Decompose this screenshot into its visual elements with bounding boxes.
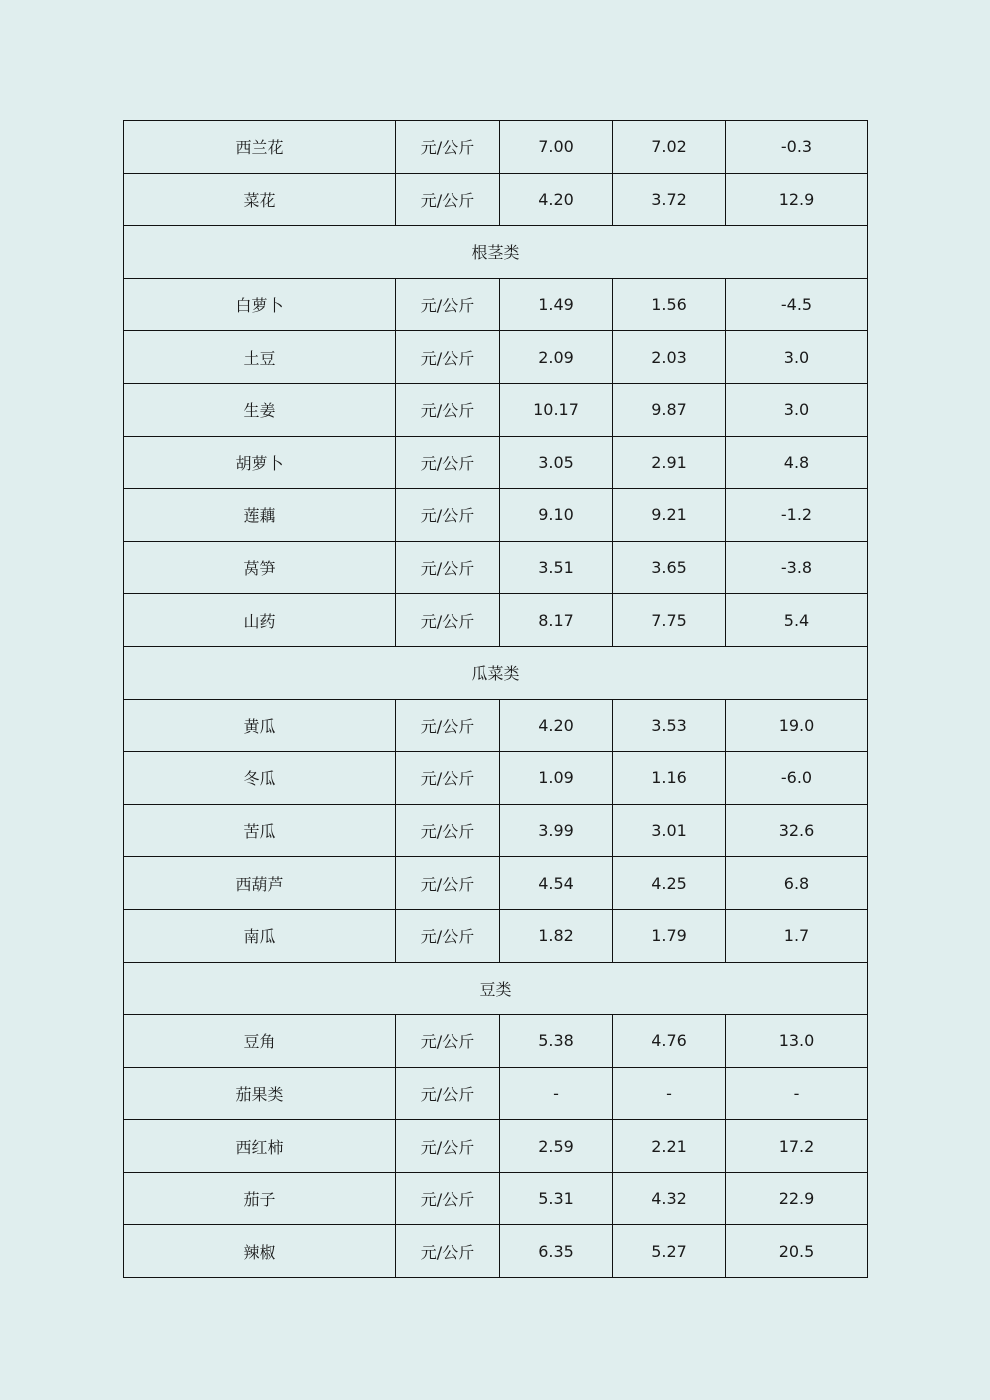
unit-cell: 元/公斤 — [396, 909, 500, 962]
previous-price-cell: 7.02 — [613, 121, 726, 174]
unit-cell: 元/公斤 — [396, 1120, 500, 1173]
previous-price-cell: 2.03 — [613, 331, 726, 384]
table-row — [124, 436, 868, 489]
change-percent-cell: 32.6 — [726, 804, 868, 857]
change-percent-cell: 20.5 — [726, 1225, 868, 1278]
current-price-cell: 4.54 — [500, 857, 613, 910]
item-name-cell: 苦瓜 — [124, 804, 396, 857]
table-row — [124, 541, 868, 594]
change-percent-cell: -0.3 — [726, 121, 868, 174]
unit-cell: 元/公斤 — [396, 121, 500, 174]
table-row — [124, 173, 868, 226]
item-name-cell: 山药 — [124, 594, 396, 647]
table-row — [124, 1120, 868, 1173]
previous-price-cell: 7.75 — [613, 594, 726, 647]
current-price-cell: 10.17 — [500, 383, 613, 436]
unit-cell: 元/公斤 — [396, 1067, 500, 1120]
category-label: 豆类 — [124, 962, 868, 1015]
previous-price-cell: 9.21 — [613, 489, 726, 542]
category-label: 瓜菜类 — [124, 646, 868, 699]
previous-price-cell: - — [613, 1067, 726, 1120]
item-name-cell: 莲藕 — [124, 489, 396, 542]
current-price-cell: 2.59 — [500, 1120, 613, 1173]
previous-price-cell: 3.72 — [613, 173, 726, 226]
category-row — [124, 646, 868, 699]
item-name-cell: 南瓜 — [124, 909, 396, 962]
current-price-cell: 1.09 — [500, 752, 613, 805]
current-price-cell: 4.20 — [500, 173, 613, 226]
table-row — [124, 489, 868, 542]
unit-cell: 元/公斤 — [396, 699, 500, 752]
unit-cell: 元/公斤 — [396, 278, 500, 331]
current-price-cell: 6.35 — [500, 1225, 613, 1278]
table-row — [124, 1225, 868, 1278]
table-row — [124, 278, 868, 331]
change-percent-cell: 22.9 — [726, 1172, 868, 1225]
table-row — [124, 752, 868, 805]
change-percent-cell: 1.7 — [726, 909, 868, 962]
change-percent-cell: -3.8 — [726, 541, 868, 594]
change-percent-cell: 13.0 — [726, 1015, 868, 1068]
unit-cell: 元/公斤 — [396, 804, 500, 857]
unit-cell: 元/公斤 — [396, 857, 500, 910]
table-row — [124, 121, 868, 174]
price-table — [123, 120, 868, 1278]
previous-price-cell: 1.16 — [613, 752, 726, 805]
table-row — [124, 804, 868, 857]
current-price-cell: 9.10 — [500, 489, 613, 542]
item-name-cell: 胡萝卜 — [124, 436, 396, 489]
current-price-cell: 3.05 — [500, 436, 613, 489]
item-name-cell: 莴笋 — [124, 541, 396, 594]
unit-cell: 元/公斤 — [396, 383, 500, 436]
item-name-cell: 生姜 — [124, 383, 396, 436]
change-percent-cell: 5.4 — [726, 594, 868, 647]
change-percent-cell: - — [726, 1067, 868, 1120]
previous-price-cell: 2.91 — [613, 436, 726, 489]
item-name-cell: 西红柿 — [124, 1120, 396, 1173]
current-price-cell: 1.49 — [500, 278, 613, 331]
previous-price-cell: 9.87 — [613, 383, 726, 436]
table-row — [124, 331, 868, 384]
change-percent-cell: -4.5 — [726, 278, 868, 331]
unit-cell: 元/公斤 — [396, 1225, 500, 1278]
item-name-cell: 茄子 — [124, 1172, 396, 1225]
previous-price-cell: 1.79 — [613, 909, 726, 962]
previous-price-cell: 4.25 — [613, 857, 726, 910]
category-row — [124, 226, 868, 279]
unit-cell: 元/公斤 — [396, 541, 500, 594]
previous-price-cell: 3.65 — [613, 541, 726, 594]
item-name-cell: 西兰花 — [124, 121, 396, 174]
unit-cell: 元/公斤 — [396, 173, 500, 226]
unit-cell: 元/公斤 — [396, 594, 500, 647]
current-price-cell: 2.09 — [500, 331, 613, 384]
unit-cell: 元/公斤 — [396, 436, 500, 489]
current-price-cell: 3.99 — [500, 804, 613, 857]
previous-price-cell: 4.76 — [613, 1015, 726, 1068]
table-row — [124, 909, 868, 962]
unit-cell: 元/公斤 — [396, 1015, 500, 1068]
change-percent-cell: 6.8 — [726, 857, 868, 910]
item-name-cell: 白萝卜 — [124, 278, 396, 331]
unit-cell: 元/公斤 — [396, 1172, 500, 1225]
change-percent-cell: -1.2 — [726, 489, 868, 542]
table-row — [124, 594, 868, 647]
change-percent-cell: 19.0 — [726, 699, 868, 752]
category-label: 根茎类 — [124, 226, 868, 279]
change-percent-cell: 12.9 — [726, 173, 868, 226]
previous-price-cell: 4.32 — [613, 1172, 726, 1225]
table-row — [124, 699, 868, 752]
item-name-cell: 冬瓜 — [124, 752, 396, 805]
current-price-cell: 4.20 — [500, 699, 613, 752]
item-name-cell: 茄果类 — [124, 1067, 396, 1120]
change-percent-cell: 3.0 — [726, 383, 868, 436]
previous-price-cell: 3.53 — [613, 699, 726, 752]
previous-price-cell: 5.27 — [613, 1225, 726, 1278]
item-name-cell: 辣椒 — [124, 1225, 396, 1278]
item-name-cell: 豆角 — [124, 1015, 396, 1068]
category-row — [124, 962, 868, 1015]
previous-price-cell: 1.56 — [613, 278, 726, 331]
change-percent-cell: 17.2 — [726, 1120, 868, 1173]
table-row — [124, 1172, 868, 1225]
previous-price-cell: 2.21 — [613, 1120, 726, 1173]
current-price-cell: 5.31 — [500, 1172, 613, 1225]
unit-cell: 元/公斤 — [396, 489, 500, 542]
change-percent-cell: 3.0 — [726, 331, 868, 384]
unit-cell: 元/公斤 — [396, 752, 500, 805]
current-price-cell: 5.38 — [500, 1015, 613, 1068]
table-row — [124, 857, 868, 910]
unit-cell: 元/公斤 — [396, 331, 500, 384]
current-price-cell: 3.51 — [500, 541, 613, 594]
current-price-cell: 8.17 — [500, 594, 613, 647]
item-name-cell: 西葫芦 — [124, 857, 396, 910]
item-name-cell: 菜花 — [124, 173, 396, 226]
current-price-cell: - — [500, 1067, 613, 1120]
previous-price-cell: 3.01 — [613, 804, 726, 857]
change-percent-cell: -6.0 — [726, 752, 868, 805]
table-row — [124, 1067, 868, 1120]
change-percent-cell: 4.8 — [726, 436, 868, 489]
item-name-cell: 土豆 — [124, 331, 396, 384]
current-price-cell: 1.82 — [500, 909, 613, 962]
table-row — [124, 383, 868, 436]
table-body — [124, 121, 868, 1278]
item-name-cell: 黄瓜 — [124, 699, 396, 752]
table-row — [124, 1015, 868, 1068]
current-price-cell: 7.00 — [500, 121, 613, 174]
